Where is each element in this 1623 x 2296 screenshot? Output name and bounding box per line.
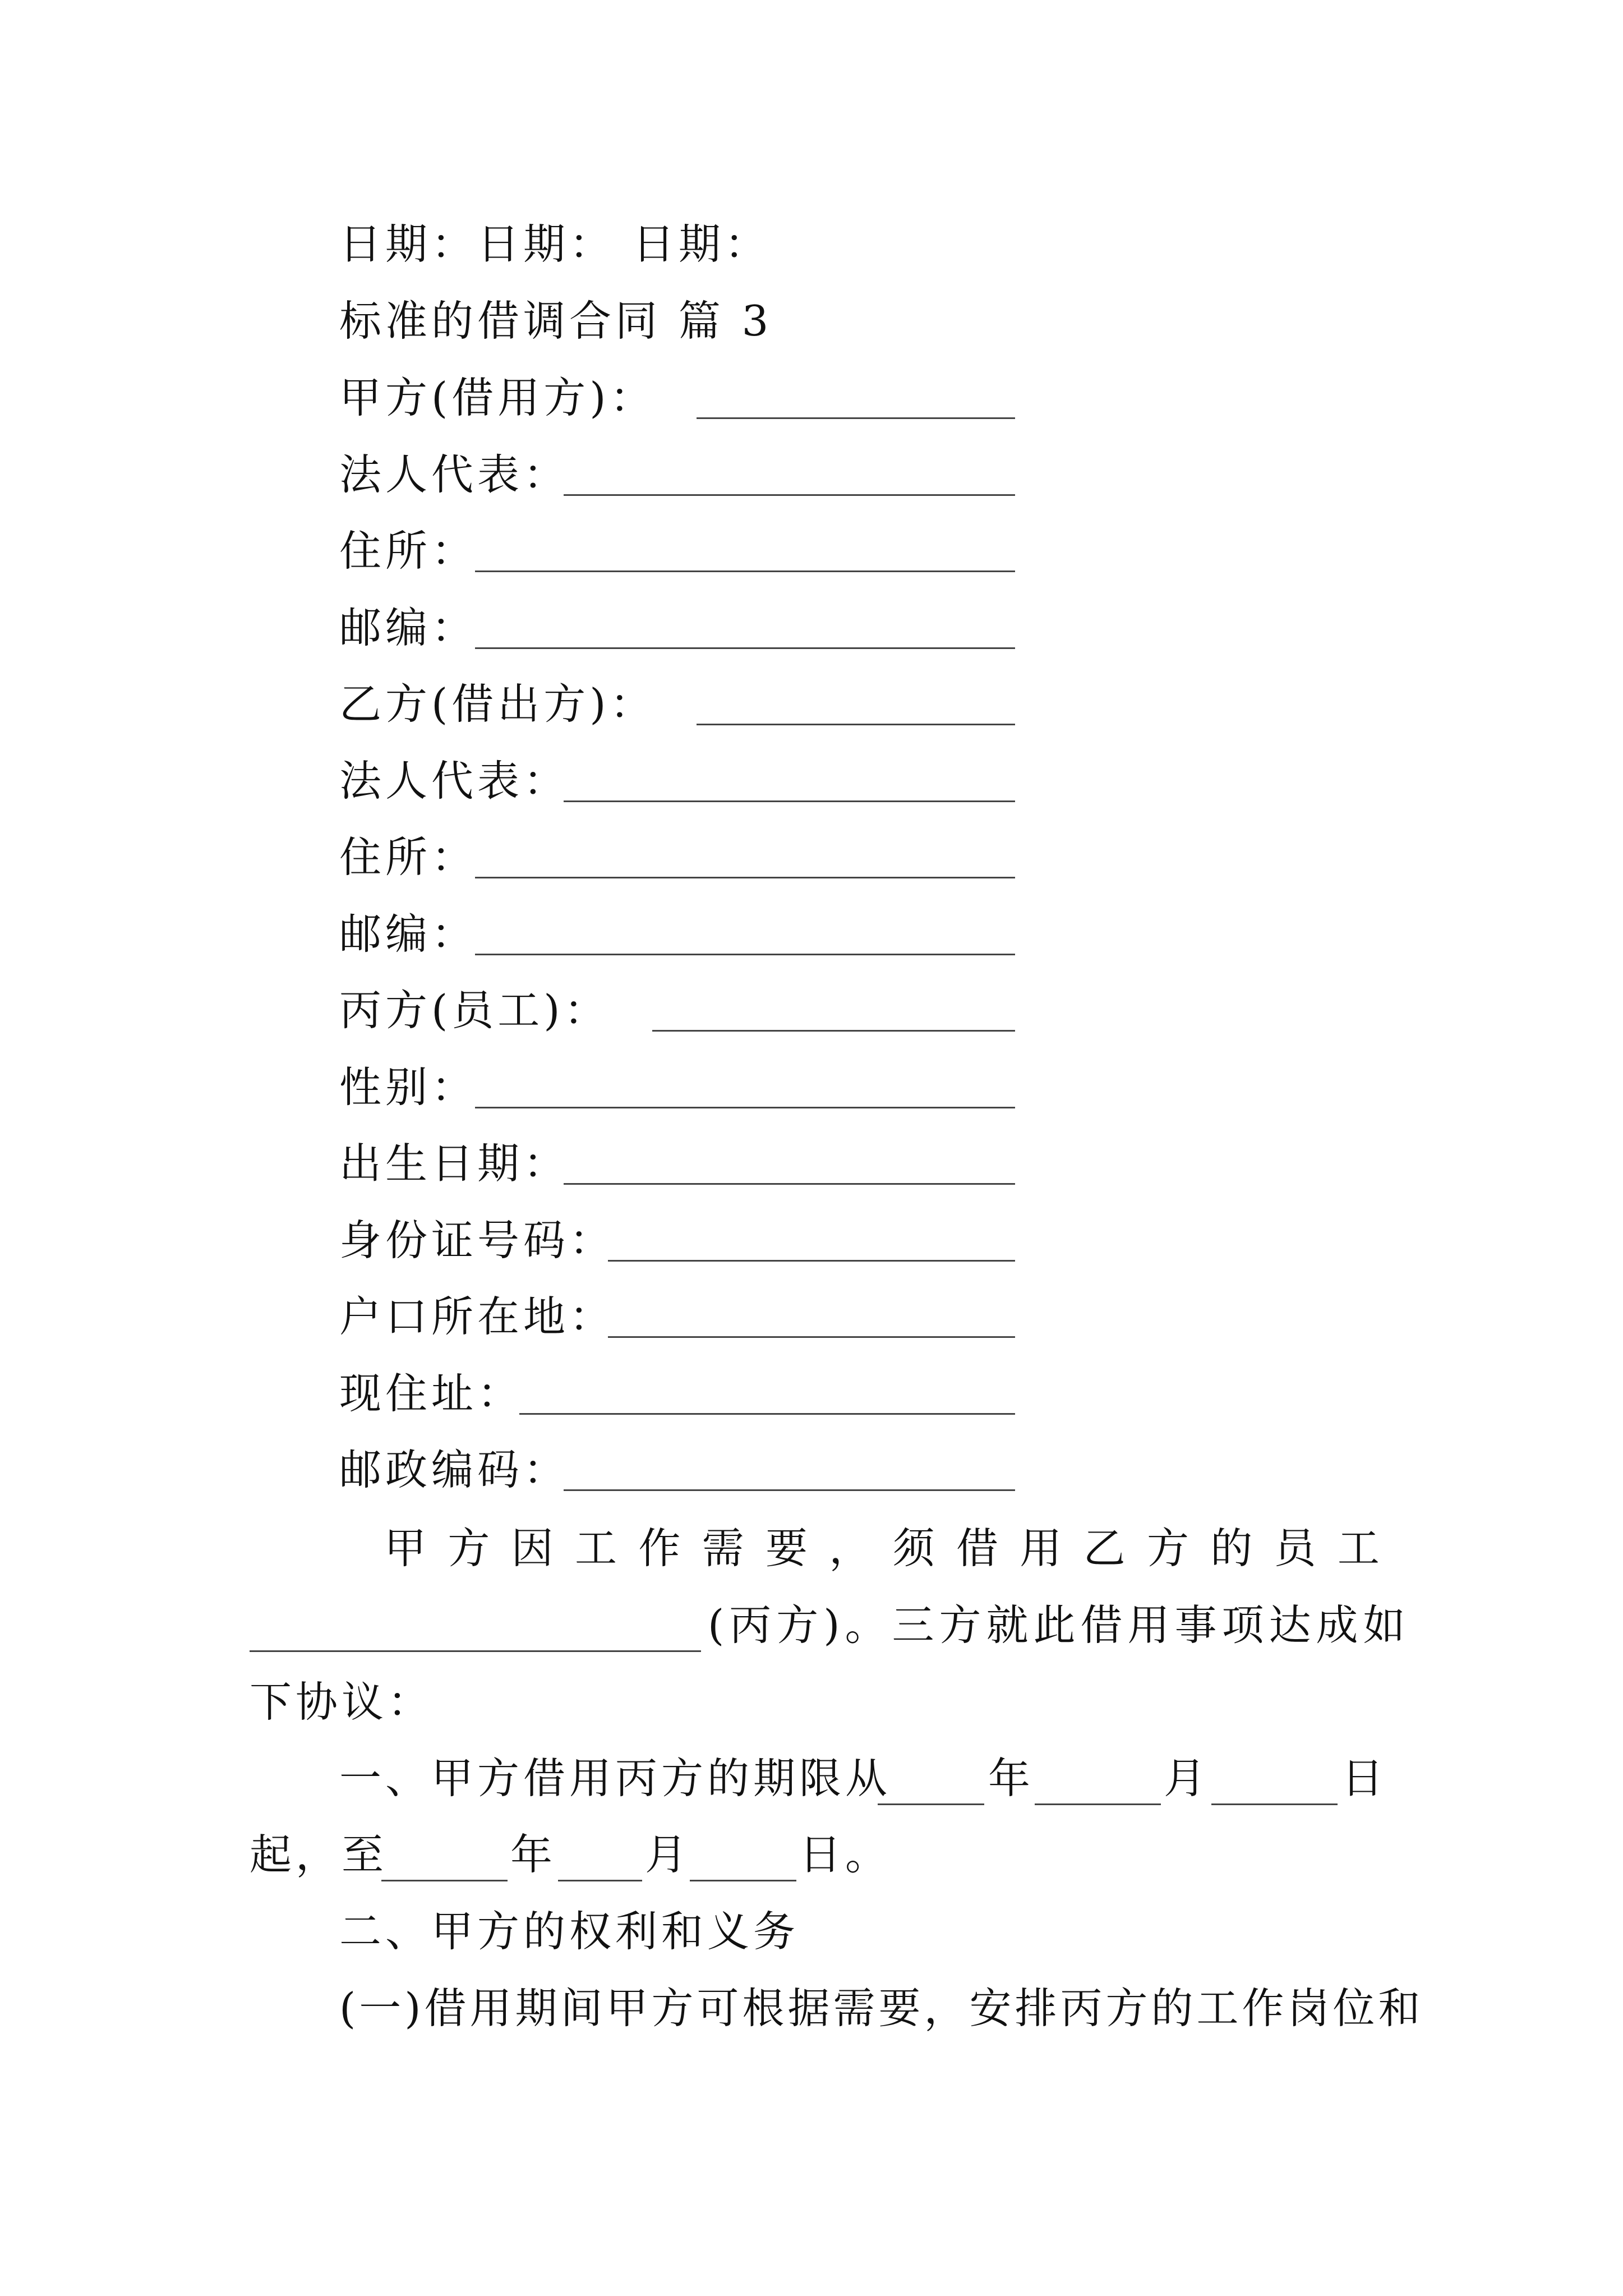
intro-line-1 bbox=[384, 1515, 1380, 1582]
intro-char: 工 bbox=[1337, 1524, 1380, 1573]
clause1-start-day-blank[interactable] bbox=[1211, 1803, 1338, 1805]
field-blank-line[interactable] bbox=[564, 494, 1015, 496]
intro-char: 方 bbox=[1146, 1524, 1189, 1573]
clause1-start: 一、甲方借用丙方的期限从 bbox=[339, 1754, 892, 1803]
intro-char: 作 bbox=[638, 1524, 681, 1573]
field-blank-line[interactable] bbox=[608, 1260, 1015, 1262]
intro-char: 的 bbox=[1210, 1524, 1253, 1573]
field-label: 邮编： bbox=[339, 909, 478, 959]
field-label: 乙方(借出方)： bbox=[339, 679, 656, 729]
field-blank-line[interactable] bbox=[652, 1030, 1015, 1032]
clause2-item1: (一)借用期间甲方可根据需要，安排丙方的工作岗位和 bbox=[339, 1984, 1424, 2033]
clause1-end-day-label: 日。 bbox=[799, 1830, 892, 1879]
field-label: 法人代表： bbox=[339, 450, 570, 499]
intro-char: 员 bbox=[1274, 1524, 1316, 1573]
field-label: 邮政编码： bbox=[339, 1445, 570, 1494]
clause1-end-month-blank[interactable] bbox=[558, 1880, 642, 1881]
field-blank-line[interactable] bbox=[475, 1107, 1015, 1108]
intro-char: 借 bbox=[956, 1524, 998, 1573]
intro-char: 需 bbox=[702, 1524, 744, 1573]
intro-char: 甲 bbox=[384, 1524, 427, 1573]
field-label: 住所： bbox=[339, 526, 478, 576]
field-blank-line[interactable] bbox=[608, 1336, 1015, 1338]
clause1-year-label: 年 bbox=[988, 1754, 1035, 1803]
field-blank-line[interactable] bbox=[697, 724, 1015, 725]
field-label: 性别： bbox=[339, 1062, 478, 1112]
clause1-month-label: 月 bbox=[1164, 1754, 1210, 1803]
field-blank-line[interactable] bbox=[475, 877, 1015, 878]
field-blank-line[interactable] bbox=[519, 1413, 1015, 1415]
field-blank-line[interactable] bbox=[475, 647, 1015, 649]
intro-char: 工 bbox=[574, 1524, 617, 1573]
contract-heading: 标准的借调合同 篇 3 bbox=[339, 296, 773, 346]
intro-char: 用 bbox=[1020, 1524, 1062, 1573]
clause1-start-year-blank[interactable] bbox=[878, 1803, 984, 1805]
field-blank-line[interactable] bbox=[475, 570, 1015, 572]
field-label: 身份证号码： bbox=[339, 1216, 616, 1265]
field-label: 法人代表： bbox=[339, 756, 570, 806]
intro-line-2: (丙方)。三方就此借用事项达成如 bbox=[708, 1600, 1410, 1650]
field-blank-line[interactable] bbox=[564, 1183, 1015, 1185]
intro-char: 乙 bbox=[1083, 1524, 1126, 1573]
field-blank-line[interactable] bbox=[564, 1489, 1015, 1491]
clause1-end-month-label: 月 bbox=[645, 1830, 691, 1879]
field-label: 现住址： bbox=[339, 1369, 524, 1418]
clause1-end-start: 起，至 bbox=[250, 1830, 388, 1879]
clause1-start-month-blank[interactable] bbox=[1035, 1803, 1161, 1805]
field-label: 出生日期： bbox=[339, 1139, 570, 1188]
intro-char: 方 bbox=[448, 1524, 490, 1573]
intro-char: 须 bbox=[892, 1524, 935, 1573]
field-blank-line[interactable] bbox=[697, 417, 1015, 419]
intro-line-3: 下协议： bbox=[250, 1677, 434, 1727]
field-blank-line[interactable] bbox=[564, 800, 1015, 802]
clause1-end-year-label: 年 bbox=[510, 1830, 557, 1879]
field-label: 甲方(借用方)： bbox=[339, 373, 656, 422]
field-label: 邮编： bbox=[339, 603, 478, 652]
intro-char: ， bbox=[829, 1524, 872, 1573]
intro-char: 因 bbox=[511, 1524, 554, 1573]
intro-blank-employee[interactable] bbox=[250, 1650, 701, 1652]
field-label: 住所： bbox=[339, 832, 478, 882]
date-line: 日期：日期： 日期： bbox=[339, 219, 771, 269]
clause1-end-year-blank[interactable] bbox=[381, 1880, 508, 1881]
clause2-heading: 二、甲方的权利和义务 bbox=[339, 1907, 800, 1956]
field-label: 丙方(员工)： bbox=[339, 986, 610, 1035]
clause1-end-day-blank[interactable] bbox=[690, 1880, 796, 1881]
intro-char: 要 bbox=[765, 1524, 808, 1573]
field-label: 户口所在地： bbox=[339, 1292, 616, 1341]
field-blank-line[interactable] bbox=[475, 954, 1015, 955]
clause1-day-label: 日 bbox=[1341, 1754, 1388, 1803]
